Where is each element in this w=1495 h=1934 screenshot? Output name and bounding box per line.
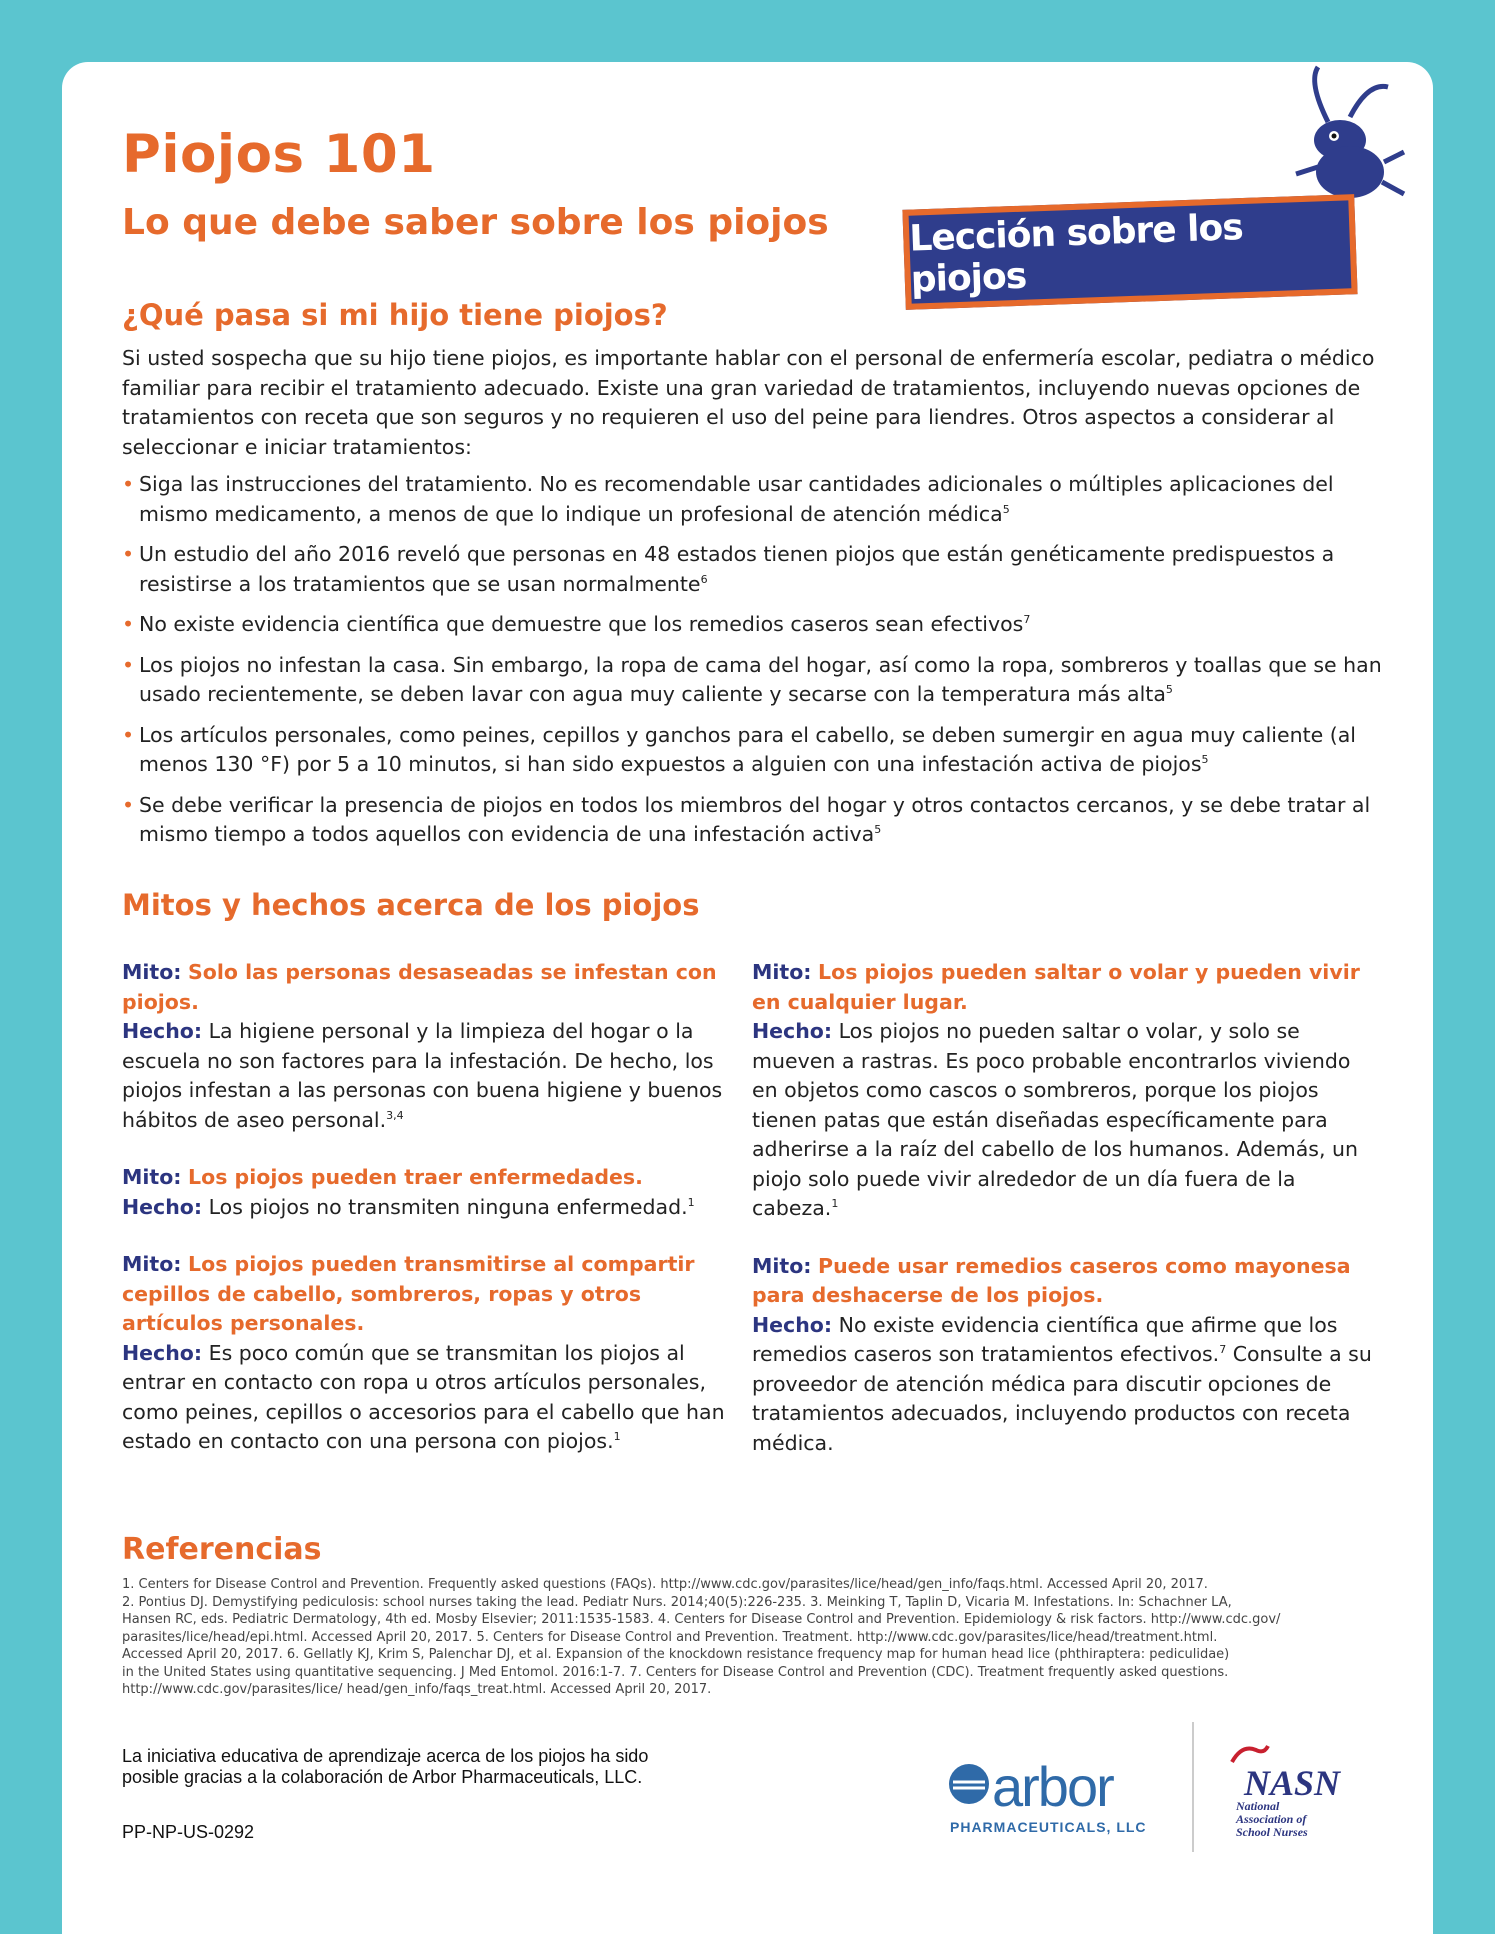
section-heading-myths: Mitos y hechos acerca de los piojos [122, 888, 700, 922]
myth-item: Mito: Los piojos pueden traer enfermedades. Hecho: Los piojos no transmiten ninguna enfermedad.$^1$ [122, 1165, 695, 1219]
myth-item: Mito: Los piojos pueden saltar o volar y pueden vivir en cualquier lugar. Hecho: Los piojos no pueden saltar o volar, y solo se mueven a rastras. Es poco probable encontrarlos viviendo en objetos como cascos o sombreros, porque los piojos tienen patas que están diseñadas específicamente para adherirse a la raíz del cabello de los humanos. Además, un piojo solo puede vivir alrededor de un día fuera de la cabeza.$^1$ [752, 960, 1360, 1220]
reference-line: 1. Centers for Disease Control and Prevention. Frequently asked questions (FAQs). http://www.cdc.gov/parasites/lice/head/gen_info/faqs.html. Accessed April 20, 2017. [122, 1577, 1208, 1592]
list-item: • Los piojos no infestan la casa. Sin embargo, la ropa de cama del hogar, así como la ropa, sombreros y toallas que se han usado recientemente, se deben lavar con agua muy caliente y secarse con la temperatura más alta$^5$ [122, 651, 1384, 710]
arbor-logo-subtext: PHARMACEUTICALS, LLC [950, 1819, 1147, 1835]
lesson-badge-label: Lección sobre los piojos [908, 207, 1244, 301]
nasn-logo-text: NASN [1244, 1763, 1341, 1803]
list-item: • Un estudio del año 2016 reveló que personas en 48 estados tienen piojos que están genéticamente predispuestos a resistirse a los tratamientos que se usan normalmente$^6$ [122, 540, 1384, 599]
list-item: • No existe evidencia científica que demuestre que los remedios caseros sean efectivos$^7$ [122, 610, 1384, 640]
arbor-logo-text: arbor [992, 1755, 1113, 1818]
page-subtitle: Lo que debe saber sobre los piojos [122, 202, 829, 243]
myths-right-column [752, 958, 1372, 1486]
advice-list [122, 470, 1384, 861]
myth-item: Mito: Los piojos pueden transmitirse al compartir cepillos de cabello, sombreros, ropas y otros artículos personales. Hecho: Es poco común que se transmitan los piojos al entrar en contacto con ropa u otros artículos personales, como peines, cepillos o accesorios para el cabello que han estado en contacto con una persona con piojos.$^1$ [122, 1252, 725, 1453]
myth-item: Mito: Solo las personas desaseadas se infestan con piojos. Hecho: La higiene personal y la limpieza del hogar o la escuela no son factores para la infestación. De hecho, los piojos infestan a las personas con buena higiene y buenos hábitos de aseo personal.$^{3,4}$ [122, 960, 723, 1132]
references-heading: Referencias [122, 1532, 322, 1567]
reference-line: in the United States using quantitative sequencing. J Med Entomol. 2016:1-7. 7. Centers for Disease Control and Prevention (CDC). Treatment frequently asked questions. [122, 1664, 1229, 1680]
page-card [62, 62, 1433, 1934]
myth-item: Mito: Puede usar remedios caseros como mayonesa para deshacerse de los piojos. Hecho: No existe evidencia científica que afirme que los remedios caseros son tratamientos efectivos.$^7$ Consulte a su proveedor de atención médica para discutir opciones de tratamientos adecuados, incluyendo productos con receta médica. [752, 1253, 1372, 1455]
nasn-logo-subtext: National Association of School Nurses [1236, 1799, 1308, 1839]
reference-line: Hansen RC, eds. Pediatric Dermatology, 4th ed. Mosby Elsevier; 2011:1535-1583. 4. Centers for Disease Control and Prevention. Epidemiology & risk factors. http://www.cdc.gov/ [122, 1612, 1281, 1627]
logo-divider [1192, 1722, 1194, 1852]
reference-line: parasites/lice/head/epi.html. Accessed April 20, 2017. 5. Centers for Disease Control and Prevention. Treatment. http://www.cdc.gov/parasites/lice/head/treatment.html. [122, 1629, 1218, 1645]
myths-left-column [122, 958, 727, 1485]
reference-line: Accessed April 20, 2017. 6. Gellatly KJ, Krim S, Palenchar DJ, et al. Expansion of the knockdown resistance frequency map for human head lice (phthiraptera: pediculidae) [122, 1647, 1230, 1662]
list-item: • Siga las instrucciones del tratamiento. No es recomendable usar cantidades adicionales o múltiples aplicaciones del mismo medicamento, a menos de que lo indique un profesional de atención médica$^5$ [122, 470, 1384, 529]
louse-mascot-icon [1288, 62, 1408, 202]
sponsor-statement: La iniciativa educativa de aprendizaje acerca de los piojos ha sido posible gracias a la colaboración de Arbor Pharmaceuticals, LLC. [122, 1746, 649, 1787]
list-item: • Se debe verificar la presencia de piojos en todos los miembros del hogar y otros contactos cercanos, y se debe tratar al mismo tiempo a todos aquellos con evidencia de una infestación activa$^5$ [122, 791, 1384, 850]
reference-line: http://www.cdc.gov/parasites/lice/ head/gen_info/faqs_treat.html. Accessed April 20, 2017. [122, 1682, 712, 1697]
intro-paragraph: Si usted sospecha que su hijo tiene piojos, es importante hablar con el personal de enfermería escolar, pediatra o médico familiar para recibir el tratamiento adecuado. Existe una gran variedad de tratamientos, incluyendo nuevas opciones de tratamientos con receta que son seguros y no requieren el uso del peine para liendres. Otros aspectos a considerar al seleccionar e iniciar tratamientos: [122, 346, 1375, 459]
section-heading-what-if: ¿Qué pasa si mi hijo tiene piojos? [122, 298, 668, 332]
lesson-badge [902, 194, 1357, 310]
document-code: PP-NP-US-0292 [122, 1822, 255, 1842]
arbor-logo-icon [947, 1762, 991, 1806]
list-item: • Los artículos personales, como peines, cepillos y ganchos para el cabello, se deben sumergir en agua muy caliente (al menos 130 °F) por 5 a 10 minutos, si han sido expuestos a alguien con una infestación activa de piojos$^5$ [122, 721, 1384, 780]
reference-line: 2. Pontius DJ. Demystifying pediculosis: school nurses taking the lead. Pediatr Nurs. 2014;40(5):226-235. 3. Meinking T, Taplin D, Vicaria M. Infestations. In: Schachner LA, [122, 1594, 1232, 1610]
references-list [122, 1576, 1362, 1699]
page-title: Piojos 101 [122, 124, 436, 185]
